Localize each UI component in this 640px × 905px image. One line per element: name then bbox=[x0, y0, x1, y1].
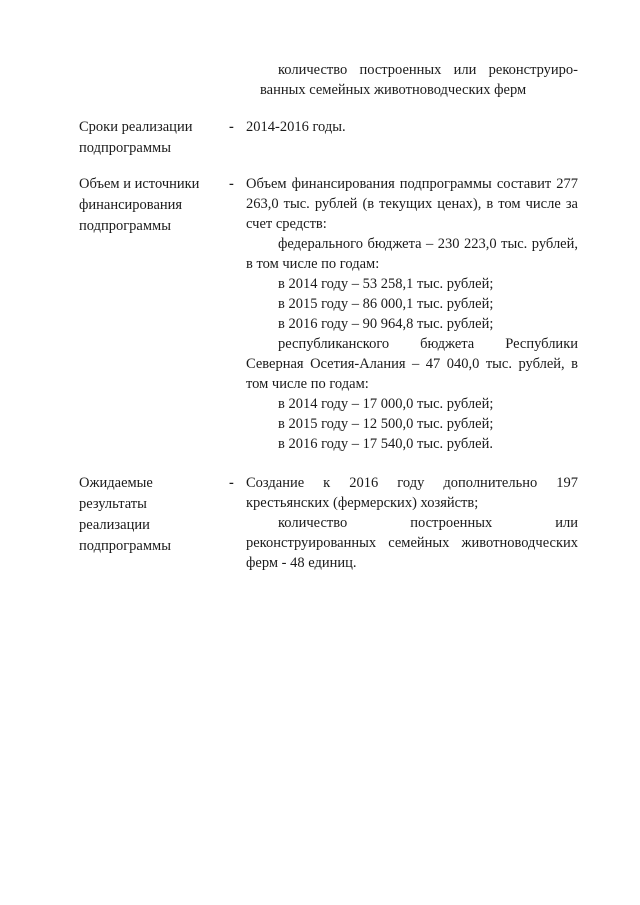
terms-label: Сроки реализации подпрограммы bbox=[79, 119, 193, 156]
republic-header: республиканского бюджета Республики Северная Осетия-Алания – 47 040,0 тыс. рублей, в том числе по годам: bbox=[246, 336, 578, 392]
republic-year-2014: в 2014 году – 17 000,0 тыс. рублей; bbox=[278, 396, 494, 412]
continuation-line-1: количество построенных или реконструиро- bbox=[278, 62, 578, 78]
results-dash: - bbox=[229, 475, 234, 491]
funding-dash: - bbox=[229, 176, 234, 192]
federal-year-2016: в 2016 году – 90 964,8 тыс. рублей; bbox=[278, 316, 494, 332]
results-item-2-rest: реконструированных семейных животноводческих ферм - 48 единиц. bbox=[246, 535, 578, 571]
results-label: Ожидаемые результаты реализации подпрограммы bbox=[79, 475, 171, 554]
federal-header: федерального бюджета – 230 223,0 тыс. рублей, в том числе по годам: bbox=[246, 236, 578, 272]
federal-year-2015: в 2015 году – 86 000,1 тыс. рублей; bbox=[278, 296, 494, 312]
republic-year-2016: в 2016 году – 17 540,0 тыс. рублей. bbox=[278, 436, 493, 452]
federal-year-2014: в 2014 году – 53 258,1 тыс. рублей; bbox=[278, 276, 494, 292]
results-item-2-line-1: количество построенных или bbox=[278, 515, 578, 531]
results-item-1: Создание к 2016 году дополнительно 197 крестьянских (фермерских) хозяйств; bbox=[246, 475, 578, 511]
terms-dash: - bbox=[229, 119, 234, 135]
funding-intro: Объем финансирования подпрограммы составит 277 263,0 тыс. рублей (в текущих ценах), в том числе за счет средств: bbox=[246, 176, 578, 232]
funding-content bbox=[246, 174, 578, 454]
results-content bbox=[246, 473, 578, 573]
terms-value: 2014-2016 годы. bbox=[246, 119, 346, 135]
continuation-line-2: ванных семейных животноводческих ферм bbox=[260, 82, 527, 98]
funding-label: Объем и источники финансирования подпрограммы bbox=[79, 176, 200, 234]
republic-year-2015: в 2015 году – 12 500,0 тыс. рублей; bbox=[278, 416, 494, 432]
